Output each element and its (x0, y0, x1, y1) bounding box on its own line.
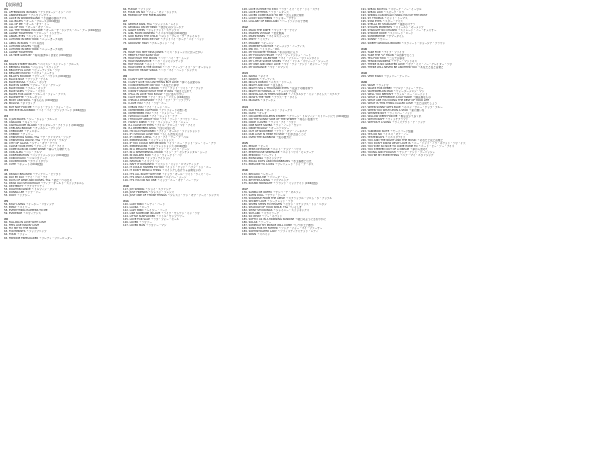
disc-heading: #18 (361, 47, 367, 51)
track-item: 19. BESAME MUCHO ～ベサメ・ムーチョ (4, 71, 55, 75)
track-item: 86. I COULD WRITE A BOOK ～アイ・クッド・ライト・ア・ブック (123, 87, 204, 91)
track-item: 47. CUTE ～キュート (CD4枚組) (4, 163, 44, 167)
track-item: 155. OLD FOLKS ～オールド・フォークス (242, 108, 293, 112)
track-item: 210. WAVE ～ウェイヴ (361, 84, 389, 88)
track-item: 182. SHINY STOCKINGS ～シャイニー・ストッキングス (242, 209, 310, 213)
track-item: 157. ON GREEN DOLPHIN STREET ～グリーン・ドルフィン・ストリートにて (CD4枚組) (242, 114, 350, 118)
track-item: 79. HOW INSENSITIVE ～ハウ・インセンシティヴ (123, 59, 184, 63)
track-item: 208. THERE WILL NEVER BE ANOTHER YOU ～あなたと夜と音楽と (361, 65, 444, 69)
track-item: 200. SUMMERTIME ～サマータイム (361, 35, 405, 39)
track-item: 34. CANTALOUPE ISLAND ～カンタループ・アイランド (CD4枚組) (4, 123, 85, 127)
track-item: 177. SATIN DOLL ～サテン・ドール (242, 193, 286, 197)
track-item: 141. MY FOOLISH HEART ～マイ・フーリッシュ・ハート (242, 53, 311, 57)
track-item: 194. ST. THOMAS ～セント・トーマス (361, 17, 408, 21)
disc-heading: #11 (123, 199, 129, 203)
track-item: 136. MISTY ～ミスティ (242, 38, 270, 42)
track-item: 121. LAURA ～ローラ (123, 206, 150, 210)
track-item: 197. STOLEN MOMENTS ～ストールン・モーメンツ (361, 26, 424, 30)
disc-heading: #12 (242, 26, 248, 30)
track-item: 184. SO WHAT ～ソー・ホワット (242, 215, 283, 219)
track-item: 68. FRIEND OF THE FREELOADER (123, 14, 166, 18)
disc-heading: #2 (4, 59, 8, 63)
track-item: 62. FLY ME TO THE MOON (4, 227, 38, 231)
track-item: 207. THERE IS NO GREATER LOVE ～ゼア・イズ・ノー・グレイター・ラヴ (361, 62, 452, 66)
track-item: 99. I'LL REMEMBER APRIL ～四月の思い出 (123, 126, 176, 130)
track-item: 92. I MEAN YOU ～アイ・ミーン・ユー (123, 105, 170, 109)
track-item: 193. SPRING CAN REALLY HANG YOU UP THE MOST (361, 14, 428, 18)
track-item: 75. GROOVIN' HIGH ～グルーヴィン・ハイ (123, 41, 176, 45)
track-item: 54. DONNA LEE ～ドナ・リー (4, 190, 41, 194)
disc-heading: #8 (123, 47, 127, 51)
track-item: 38. CHRISTMAS SONG, The ～ザ・クリスマス・ソング (4, 135, 71, 139)
track-item: 105. IMPRESSIONS ～インプレッションズ (CD4枚組) (123, 145, 188, 149)
track-item: 119. JUST ONE OF THOSE THINGS ～ジャスト・ワン・オブ・ゾーズ・シングス (123, 193, 220, 197)
track-item: 63. FOOTPRINTS ～フットプリンツ (4, 230, 47, 234)
track-item: 06. ALL OF YOU ～オール・オブ・ユー (4, 26, 51, 30)
track-item: 57. EMILY ～エミリー (4, 206, 31, 210)
disc-heading: #10 (123, 184, 129, 188)
track-item: 83. I CAN'T GET STARTED ～言い出しかねて (123, 78, 178, 82)
track-item: 154. NUAGES ～ヌアージュ (242, 99, 276, 103)
track-item: 151. NIGHT IN TUNISIA, A ～チュニジアの夜 (242, 90, 297, 94)
track-item: 13. AUTUMN IN NEW YORK ～ニューヨークの秋 (4, 47, 63, 51)
track-item: 125. LOVE FOR SALE ～ラヴ・フォー・セール (123, 218, 179, 222)
track-item: 147. NARDIS ～ナーディス (242, 78, 275, 82)
track-item: 230. YOUNG AND FOOLISH ～ヤング・アンド・フーリッシュ (361, 151, 435, 155)
track-item: 89. I GOT RHYTHM ～アイ・ガット・リズム (CD4枚組) (123, 96, 190, 100)
track-item: 143. MY LITTLE SUEDE SHOES ～マイ・リトル・スウェード・シューズ (242, 59, 329, 63)
track-item: 120. LADY BIRD ～レディ・バード (123, 203, 165, 206)
track-item: 198. STRAIGHT NO CHASER ～ストレート・ノー・チェイサー (361, 29, 437, 33)
track-item: 113. IT DON'T MEAN A THING ～スイングしなけりゃ意味ないね (123, 169, 201, 173)
track-item: 115. IT'S ONLY A PAPER MOON ～ペイパー・ムーン (123, 175, 187, 179)
track-item: 84. I CAN'T GIVE YOU ANYTHING BUT LOVE ～捧ぐるは愛のみ (123, 81, 201, 85)
disc-heading: #15 (242, 142, 248, 146)
track-item: 82. HOW MY HEART SINGS ～ハウ・マイ・ハート・シングス (123, 68, 197, 72)
track-item: 195. STAR EYES ～スター・アイズ (361, 20, 403, 24)
disc-heading: #13 (242, 71, 248, 75)
track-item: 150. NIGHT HAS A THOUSAND EYES ～夜は千の眼を持つ (242, 87, 313, 91)
track-item: 14. ALONE TOGETHER (4, 50, 33, 54)
disc-heading: #17 (242, 187, 248, 191)
track-item: 71. GIANT STEPS ～ジャイアント・ステップス (123, 29, 180, 33)
track-item: 87. I DIDN'T KNOW WHAT TIME IT WAS ～時さえ忘れて (123, 90, 192, 94)
disc-heading: #21 (361, 126, 367, 130)
track-item: 191. SPEAK NO EVIL ～スピーク・ノー・イーヴル (361, 8, 422, 11)
track-item: 66. FUDGE ～ファッジ (123, 8, 151, 11)
track-item: 58. EVERYTHING HAPPENS TO ME (4, 209, 48, 213)
disc-heading: #7 (123, 20, 127, 24)
track-item: 31. BYE BYE BLACKBIRD ～バイ・バイ・ブラックバード (CD4枚組) (4, 108, 86, 112)
track-item: 203. TAKE FIVE ～テイク・ファイヴ (361, 50, 405, 54)
track-item: 108. IN WALKED BUD ～イン・ウォークト・バド (123, 154, 183, 158)
track-item: 15. AS TIME GOES BY ～時の過ぎゆくままに (CD4枚組) (4, 53, 72, 57)
track-item: 185. SOFTLY AS IN A MORNING SUNRISE ～朝日のようにさわやかに (242, 218, 327, 222)
track-item: 49. DAY BY DAY ～デイ・バイ・デイ (4, 175, 48, 179)
track-item: 11. APRIL IN PARIS ～パリの四月 (4, 41, 45, 45)
track-item: 205. TEA FOR TWO ～二人でお茶を (361, 56, 405, 60)
track-item: 43. CON ALMA ～コン・アルマ (4, 151, 42, 155)
disc-heading: #5 (4, 199, 8, 203)
track-item: 98. I'LL CLOSE MY EYES ～アイル・クローズ・マイ・アイズ (123, 123, 196, 127)
track-item: 53. DOLPHIN DANCE ～ドルフィン・ダンス (4, 187, 58, 191)
track-item: 166. PENT-UP HOUSE ～ペント・アップ・ハウス (242, 148, 302, 152)
track-item: 213. WELL YOU NEEDN'T ～ウェル・ユー・ニードント (361, 93, 428, 97)
track-item: 33. CARAVAN ～キャラバン (4, 120, 38, 124)
track-item: 220. WILLOW WEEP FOR ME ～柳よ泣いておくれ (361, 114, 422, 118)
track-item: 101. IF I SHOULD LOSE YOU ～もしも君を失えば (123, 132, 184, 136)
track-item: 148. NICA'S DREAM ～ニカズ・ドリーム (242, 81, 292, 85)
track-item: 80. HOT HOUSE ～ホット・ハウス (123, 62, 166, 66)
disc-heading: #14 (242, 105, 248, 109)
track-item: 111. ISN'T IT ROMANTIC ～イズント・イット・ロマンティック (123, 163, 199, 167)
track-item: 44. CONFIRMATION ～コンファメーション (CD4枚組) (4, 154, 70, 158)
track-item: 110. ISFAHAN ～イスファハン (123, 160, 160, 164)
track-item: 107. IN A SENTIMENTAL MOOD ～イン・ア・センチメンタル・ムード (123, 151, 208, 155)
track-item: 186. SOLAR ～ソーラー (242, 221, 272, 225)
track-item: 170. POLKA DOTS AND MOONBEAMS ～水玉模様と月光 (242, 160, 312, 164)
track-item: 215. WHAT ARE YOU DOING THE REST OF YOUR LIFE (361, 99, 430, 103)
track-item: 97. I WISH I KNEW ～アイ・ウィッシュ・アイ・ニュー (123, 120, 189, 124)
track-item: 161. ORNITHOLOGY ～オーニソロジー (242, 126, 290, 130)
track-item: 224. YES OR NO ～イエス・オア・ノー (361, 132, 409, 136)
track-item: 179. SECRET LOVE ～シークレット・ラヴ (242, 199, 294, 203)
track-item: 142. MY FUNNY VALENTINE ～マイ・ファニー・ヴァレンタイン (242, 56, 320, 60)
track-item: 60. FALLING IN LOVE WITH LOVE (4, 221, 46, 225)
track-item: 229. YOU STEPPED OUT OF A DREAM ～夢から覚めて (361, 148, 429, 152)
track-item: 07. ALL THE THINGS YOU ARE ～オール・ザ・シングス・ユー・アー (CD4枚組) (4, 29, 101, 33)
disc-heading: #9 (123, 75, 127, 79)
track-item: 32. C JAM BLUES ～シー・ジャム・ブルース (4, 117, 58, 121)
track-item: 56. EASY LIVING ～イージー・リヴィング (4, 203, 55, 206)
track-item: 223. YARDBIRD SUITE ～ヤードバード組曲 (361, 129, 414, 133)
track-item: 42. COME RAIN OR COME SHINE ～降っても晴れても (4, 148, 70, 152)
track-list-column-4 (361, 8, 479, 157)
track-item: 73. GOD BLESS THE CHILD ～ゴッド・ブレス・ザ・チャイルド (123, 35, 200, 39)
track-item: 112. IT COULD HAPPEN TO YOU ～イット・クッド・ハプン・トゥ・ユー (123, 166, 212, 170)
track-item: 132. LULLABY OF BIRDLAND ～バードランドの子守唄 (242, 20, 308, 24)
track-list-column-3 (242, 8, 360, 237)
track-item: 30. BUT NOT FOR ME ～バット・ナット・フォー・ミー (4, 105, 72, 109)
track-item: 12. AUTUMN LEAVES ～枯葉 (4, 44, 40, 48)
track-item: 180. SEVEN STEPS TO HEAVEN ～セヴン・ステップス・トゥ・ヘヴン (242, 203, 327, 206)
disc-heading: #3 (4, 114, 8, 118)
track-item: 209. VERY EARLY ～ヴェリー・アーリー (361, 75, 410, 79)
track-item: 39. CHRISTMAS WALTZ, The ～クリスマス・ワルツ (4, 139, 67, 143)
track-item: 167. PENTHOUSE SERENADE ～ペントハウス・セレナーデ (242, 151, 314, 155)
track-item: 140. MY FAVORITE THINGS ～私のお気に入り (242, 50, 298, 54)
track-item: 77. HERE'S THAT RAINY DAY (123, 53, 160, 57)
track-item: 159. ONCE I LOVED ～ワンス・アイ・ラヴド (242, 120, 297, 124)
document-title: 【収録曲】 (4, 2, 24, 7)
track-item: 219. WHISPER NOT ～ウィスパー・ノット (361, 111, 413, 115)
track-item: 29. BOLIVIA ～ボリヴィア (4, 102, 36, 106)
track-item: 176. SAMBA DE ORFEU ～サンバ・デ・オルフェ (242, 190, 301, 194)
track-item: 36. CHEROKEE ～チェロキー (4, 129, 40, 133)
track-item: 122. LAZY BIRD ～レイジー・バード (123, 209, 168, 213)
track-item: 189. SOPHISTICATED LADY ～ソフィスティケイテッド・レディ (242, 230, 319, 234)
track-item: 37. CHERRY ～チェリー (4, 132, 34, 136)
track-item: 201. SUNNY ～サニー (361, 38, 388, 42)
track-item: 76. HAVE YOU MET MISS JONES ～ミス・ジョーンズに会ったかい (123, 50, 203, 54)
disc-heading: #4 (4, 169, 8, 173)
track-item: 91. I LOVE YOU ～アイ・ラヴ・ユー (123, 102, 167, 106)
track-item: 55. DOXY ～ドクシー (4, 193, 30, 197)
track-item: 178. SCRAPPLE FROM THE APPLE ～スクラップル・フロム・ジ・アップル (242, 196, 333, 200)
track-item: 22. BLUE BOSSA ～ブルー・ボッサ (4, 81, 47, 85)
track-item: 225. YESTERDAYS ～イエスタデイズ (361, 135, 406, 139)
track-item: 59. EVIDENCE ～エヴィデンス (4, 212, 41, 216)
track-item: 156. OLEO ～オレオ (242, 111, 267, 115)
track-item: 181. SHADOW OF YOUR SMILE, The ～いそしぎ (242, 206, 302, 210)
track-item: 162. OUT OF NOWHERE ～アウト・オブ・ノーホエア (242, 129, 308, 133)
track-item: 123. LIKE SOMEONE IN LOVE ～ライク・サムワン・イン・ラヴ (123, 212, 200, 216)
track-item: 96. I THOUGHT ABOUT YOU ～アイ・ソート・アバウト・ユー (123, 117, 198, 121)
track-item: 130. LOVER COME BACK TO ME ～恋人よ我に帰れ (242, 14, 305, 18)
track-item: 129. LOVE LETTERS ～ラヴ・レターズ (242, 11, 289, 15)
track-item: 02. ANNIVERSARY ～アニヴァーサリー (4, 14, 52, 18)
track-item: 25. BLUE SKIES ～ブルー・スカイ (4, 90, 46, 94)
track-item: 134. MAIDEN VOYAGE ～処女航海 (242, 32, 284, 36)
track-item: 211. WALTZ FOR DEBBY ～ワルツ・フォー・デビー (361, 87, 424, 91)
track-item: 65. FREDDIE FREELOADER ～フレディ・フリーローダー (4, 236, 73, 240)
track-item: 88. I FALL IN LOVE TOO EASILY ～恋に落ちやすい (123, 93, 184, 97)
track-item: 95. I SHOULD CARE ～アイ・シュッド・ケア (123, 114, 178, 118)
track-item: 78. HOW HIGH THE MOON ～ハウ・ハイ・ザ・ムーン (123, 56, 189, 60)
disc-heading: #19 (361, 71, 367, 75)
track-item: 171. PRELUDE TO A KISS ～プレリュード・トゥ・ア・キス (242, 163, 314, 167)
track-item: 131. LUCKY SOUTHERN ～ラッキー・サザン (242, 17, 297, 21)
track-item: 24. BLUE MONK ～ブルー・モンク (4, 87, 46, 91)
track-item: 21. BLACK NILE ～ブラック・ナイル (4, 78, 49, 82)
track-item: 146. NAIMA ～ネイマ (242, 75, 269, 79)
track-item: 64. FOUR ～フォー (4, 233, 28, 237)
track-item: 228. YOU'D BE SO NICE TO COME HOME TO ～ユード・ビー・ソー・ナイス (361, 145, 455, 149)
track-item: 196. STELLA BY STARLIGHT ～星影のステラ (361, 23, 416, 27)
track-item: 93. I REMEMBER CLIFFORD ～クリフォードの想い出 (123, 108, 188, 112)
track-item: 158. ON THE SUNNY SIDE OF THE STREET ～明るい表通りで (242, 117, 318, 121)
track-item: 222. WITHOUT A SONG ～ウィズアウト・ア・ソング (361, 120, 426, 124)
track-item: 190. SPAIN ～スペイン (242, 233, 270, 237)
track-item: 218. WHEN YOU WISH UPON A STAR ～星に願いを (361, 108, 425, 112)
track-item: 18. BEAUTIFUL LOVE ～ビューティフル・ラヴ (4, 68, 60, 72)
track-item: 16. BASIN STREET BLUES ～ベイスン・ストリート・ブルース (4, 62, 79, 66)
track-item: 188. SONG FOR MY FATHER ～ソング・フォー・マイ・ファーザー (242, 227, 323, 231)
track-item: 127. LOVER MAN ～ラヴァー・マン (123, 224, 167, 228)
track-item: 05. ALL OF ME ～オール・オブ・ミー (4, 23, 50, 27)
track-item: 03. ALICE IN WONDERLAND ～不思議の国のアリス (4, 17, 67, 21)
track-item: 23. BLUE IN GREEN ～ブルー・イン・グリーン (4, 84, 61, 88)
track-item: 41. CLOSE YOUR EYES ～クローズ・ユア・アイズ (4, 145, 65, 149)
track-item: 183. SKYLARK ～スカイラーク (242, 212, 280, 216)
track-item: 103. IMPRESSIONS ～インプレッションズ (123, 139, 174, 143)
track-item: 109. INVITATION ～インヴィテイション (123, 157, 171, 161)
track-item: 70. GEORGIA ON MY MIND ～我が心のジョージア (123, 26, 184, 30)
track-item: 104. IF YOU COULD SEE ME NOW ～イフ・ユー・クッド・シー・ミー・ナウ (123, 142, 216, 146)
track-item: 72. GIRL FROM IPANEMA ～イパネマの娘 (CD4枚組) (123, 32, 188, 36)
track-item: 133. MACK THE KNIFE ～マック・ザ・ナイフ (242, 29, 297, 33)
track-item: 149. NIGHT AND DAY ～夜も昼も (242, 84, 284, 88)
track-item: 106. IN A MELLOW TONE ～イン・ア・メロウ・トーン (123, 148, 190, 152)
track-item: 144. MY ONE AND ONLY LOVE ～マイ・ワン・アンド・オンリー・ラヴ (242, 62, 328, 66)
track-item: 67. FOUR ON SIX ～フォー・オン・シックス (123, 11, 177, 15)
track-item: 50. DAYS OF WINE AND ROSES, The ～酒とバラの日々 (4, 178, 72, 182)
track-item: 74. GOODBYE PORK PIE HAT ～グッドバイ・ポーク・パイ・ハット (123, 38, 205, 42)
track-item: 100. I'M OLD FASHIONED ～アイム・オールド・ファッションド (123, 129, 200, 133)
track-item: 165. PEACE ～ピース (242, 145, 268, 149)
track-item: 28. BODY AND SOUL ～身も心も (CD4枚組) (4, 99, 58, 103)
track-item: 10. AUTUMN IN NEW YORK ～ニューヨークの秋 (4, 38, 63, 42)
track-item: 124. LITTLE SUNFLOWER ～リトル・サンフラワー (123, 215, 185, 219)
track-item: 173. RECORDA ME ～リコーダ・ミー (242, 175, 288, 179)
track-item: 01. AFTERNOON IN PARIS ～アフタヌーン・イン・パリ (4, 11, 72, 15)
disc-heading: #20 (361, 81, 367, 85)
track-item: 135. MILESTONES ～マイルストーンズ (242, 35, 290, 39)
track-item: 152. NOSTALGIA IN TIMES SQUARE ～ノスタルジア・イン・タイムズ・スクエア (242, 93, 340, 97)
track-item: 206. TENOR MADNESS ～テナー・マッドネス (361, 59, 417, 63)
track-item: 27. BLUESETTE ～ブルーゼット (4, 96, 43, 100)
track-item: 08. ALONE TOGETHER ～アローン・トゥゲザー (4, 32, 63, 36)
track-item: 153. NOW'S THE TIME ～ナウズ・ザ・タイム (242, 96, 298, 100)
track-item: 139. MR. P.C. ～ミスター・P.C. (242, 47, 280, 51)
track-item: 175. ROUND MIDNIGHT ～ラウンド・ミッドナイト (CD4枚組) (242, 181, 318, 185)
track-item: 52. DEXTERITY ～デクステリティ (4, 184, 45, 188)
track-item: 214. WHAT A DIFFERENCE A DAY MADE ～縁は異なもの (361, 96, 431, 100)
track-item: 45. CORCOVADO ～コルコヴァード (4, 157, 48, 161)
track-item: 163. OUR LOVE IS HERE TO STAY ～わが恋はここに (242, 132, 307, 136)
track-item: 102. IF I WERE A BELL ～イフ・アイ・ワー・ア・ベル (123, 135, 189, 139)
track-item: 221. WITCHCRAFT ～ウィッチクラフト (361, 117, 409, 121)
track-item: 138. MOMENT'S NOTICE ～モーメンツ・ノーティス (242, 44, 305, 48)
track-item: 172. RECADO ～レカード (242, 172, 274, 176)
track-item: 174. RHYTHM-A-NING ～リズマニング (242, 178, 289, 182)
track-item: 126. LOVER ～ラヴァー (123, 221, 152, 225)
track-item: 128. LOVE IS HERE TO STAY ～ラヴ・イズ・ヒア・トゥ・ステイ (242, 8, 320, 11)
track-item: 137. MOANIN' ～モーニン (242, 41, 274, 45)
track-list-column-1 (4, 8, 122, 240)
track-item: 26. BLUES FOR ALICE ～ブルース・フォー・アリス (4, 93, 66, 97)
track-item: 35. CHELSEA BRIDGE ～チェルシー・ブリッジ (4, 126, 61, 130)
track-item: 231. YOU'RE MY EVERYTHING ～ユア・マイ・エヴリシング (361, 154, 434, 158)
track-item: 169. POINCIANA ～ポインシアナ (242, 157, 282, 161)
track-item: 81. HOW DEEP IS THE OCEAN ～ハウ・ディープ・イズ・ジ・オーシャン (123, 65, 212, 69)
track-item: 118. JUST FRIENDS ～ジャスト・フレンズ (123, 190, 175, 194)
track-item: 217. WHEN SUNNY GETS BLUE ～ホエン・サニー・ゲッツ・ブルー (361, 105, 443, 109)
track-item: 09. ANGEL EYES ～エンジェル・アイズ (4, 35, 52, 39)
track-item: 20. BILLIE'S BOUNCE ～ビリーズ・バウンス (CD4枚組) (4, 75, 72, 79)
disc-heading: #1 (4, 8, 8, 11)
track-item: 216. WHAT IS THIS THING CALLED LOVE ～恋とは何でしょう (361, 102, 438, 106)
track-item: 04. ALL BLUES ～オール・ブルース (CD4枚組) (4, 20, 61, 24)
track-item: 199. STRODE RODE ～ストロード・ロード (361, 32, 414, 36)
disc-heading: #6 (4, 218, 8, 222)
disc-heading: #16 (242, 169, 248, 173)
track-item: 160. ONE NOTE SAMBA ～ワン・ノート・サンバ (242, 123, 302, 127)
track-item: 61. FEEL LIKE MAKIN' LOVE (4, 224, 40, 228)
track-item: 114. IT'S ALL RIGHT WITH ME ～イッツ・オール・ライト・ウィズ・ミー (123, 172, 211, 176)
track-item: 192. SPEAK LOW ～スピーク・ロウ (361, 11, 405, 15)
track-item: 204. TAKE THE "A" TRAIN ～A列車で行こう (361, 53, 415, 57)
track-item: 94. I REMEMBER YOU ～アイ・リメンバー・ユー (123, 111, 183, 115)
track-item: 145. MY ROMANCE ～マイ・ロマンス (242, 65, 288, 69)
track-item: 116. IT'S YOU OR NO ONE ～イッツ・ユー・オア・ノー・ワン (123, 178, 199, 182)
track-item: 202. SWEET GEORGIA BROWN ～スウィート・ジョージア・ブラウン (361, 41, 446, 45)
track-item: 212. WATERMELON MAN ～ウォーターメロン・マン (361, 90, 425, 94)
track-item: 40. CITY OF GLASS ～シティ・オブ・グラス (4, 142, 58, 146)
track-item: 17. BEMSHA SWING ～ベムシャ・スウィング (4, 65, 59, 69)
track-item: 51. DEAR OLD STOCKHOLM ～ディア・オールド・ストックホルム (4, 181, 85, 185)
track-item: 69. GENTLE RAIN, The ～ジェントル・レイン (123, 23, 179, 27)
track-item: 90. I HEAR A RHAPSODY ～アイ・ヒア・ア・ラプソディ (123, 99, 192, 103)
track-list-column-2 (123, 8, 241, 227)
track-item: 117. JOY SPRING ～ジョイ・スプリング (123, 187, 171, 191)
track-item: 226. YOU AND THE NIGHT AND THE MUSIC ～あなたと夜と音楽と (361, 139, 444, 143)
track-item: 168. PERDIDO ～パーディド (242, 154, 277, 158)
track-item: 187. SOMEDAY MY PRINCE WILL COME ～いつか王子様が (242, 224, 314, 228)
track-item: 227. YOU DON'T KNOW WHAT LOVE IS ～ユー・ドント・ノウ・ホワット・ラヴ・イズ (361, 142, 466, 146)
track-item: 46. COUNTDOWN ～カウントダウン (4, 160, 49, 164)
track-item: 48. DEARLY BELOVED ～ディアリー・ビラヴド (4, 172, 61, 176)
track-item: 85. I CONCENTRATE ON YOU ～あなたに夢中 (123, 84, 179, 88)
track-item: 164. OVER THE RAINBOW ～虹の彼方に (242, 135, 292, 139)
